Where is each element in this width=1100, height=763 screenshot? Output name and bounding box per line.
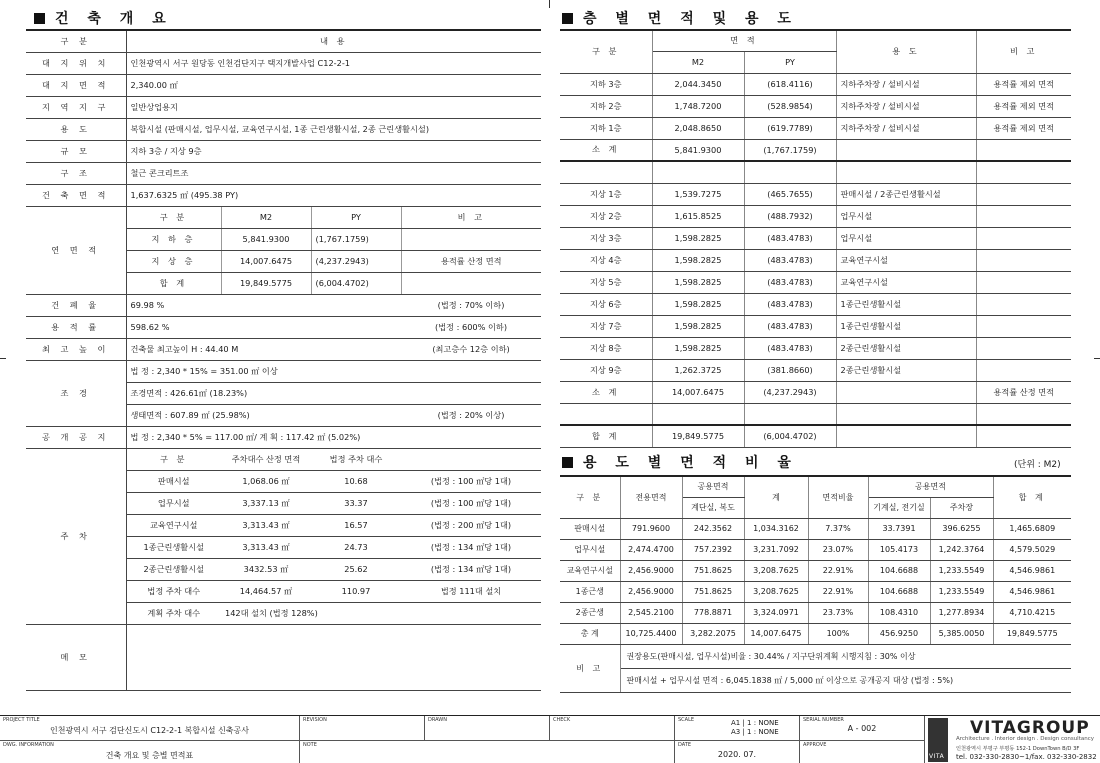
ratio-header: 주차장: [930, 497, 993, 518]
table-row: [560, 271, 1071, 293]
fa-header: 비 고: [401, 206, 541, 228]
overview-title: 건 축 개 요: [34, 8, 173, 28]
table-cell: 791.9600: [620, 518, 682, 539]
table-cell: 10,725.4400: [620, 623, 682, 644]
floor-header: PY: [744, 51, 836, 73]
table-cell: 1,598.2825: [652, 227, 744, 249]
max-height: 건축물 최고높이 H : 44.40 M: [126, 338, 401, 360]
check-cell: CHECK: [550, 716, 675, 740]
table-cell: 판매시설 / 2종근린생활시설: [836, 183, 976, 205]
table-cell: (619.7789): [744, 117, 836, 139]
row-label: 지 역 지 구: [26, 96, 126, 118]
ratio-header: 계단실, 복도: [682, 497, 744, 518]
scale-a1: A1 | 1 : NONE: [731, 719, 779, 727]
coverage-note: (법정 : 70% 이하): [401, 294, 541, 316]
project-title-cell: PROJECT TITLE 인천광역시 서구 검단신도시 C12-2-1 복합시설 신축공사: [0, 716, 300, 740]
company-logo: [928, 716, 1100, 763]
table-row: [560, 623, 1071, 644]
parking-label: 주 차: [26, 448, 126, 624]
table-row: [560, 315, 1071, 337]
floor-cell: [836, 425, 976, 447]
parking-cell: (법정 : 134 ㎡당 1대): [401, 558, 541, 580]
landscape-note: [401, 360, 541, 382]
floor-cell: 합 계: [560, 425, 652, 447]
table-cell: (483.4783): [744, 271, 836, 293]
ratio-header: 기계실, 전기실: [868, 497, 930, 518]
table-row: [560, 581, 1071, 602]
table-cell: 2,545.2100: [620, 602, 682, 623]
parking-header: 법정 주차 대수: [311, 448, 401, 470]
floor-area-ratio: 598.62 %: [126, 316, 401, 338]
table-cell: 104.6688: [868, 560, 930, 581]
floor-header: 구 분: [560, 30, 652, 73]
table-cell: 용적률 제외 면적: [976, 73, 1071, 95]
table-cell: 2,474.4700: [620, 539, 682, 560]
table-cell: (483.4783): [744, 293, 836, 315]
fa-cell: 19,849.5775: [221, 272, 311, 294]
table-row: [560, 539, 1071, 560]
floor-cell: 5,841.9300: [652, 139, 744, 161]
table-cell: 1,598.2825: [652, 337, 744, 359]
section-square-icon: [34, 13, 45, 24]
table-cell: 판매시설: [560, 518, 620, 539]
table-row: [560, 337, 1071, 359]
parking-plan-label: 계획 주차 대수: [126, 602, 221, 624]
table-cell: [976, 227, 1071, 249]
parking-cell: 법정 111대 설치: [401, 580, 541, 602]
table-row: [560, 425, 1071, 447]
fa-cell: (1,767.1759): [311, 228, 401, 250]
drawn-cell: DRAWN: [425, 716, 550, 740]
table-cell: 업무시설: [560, 539, 620, 560]
table-cell: (618.4116): [744, 73, 836, 95]
table-cell: 교육연구시설: [836, 271, 976, 293]
table-cell: 2종근생: [560, 602, 620, 623]
parking-cell: 업무시설: [126, 492, 221, 514]
floors-title: 층 별 면 적 및 용 도: [562, 8, 798, 28]
scale-cell: SCALE A1 | 1 : NONE A3 | 1 : NONE: [675, 716, 800, 740]
table-cell: (465.7655): [744, 183, 836, 205]
table-cell: 지하주차장 / 설비시설: [836, 95, 976, 117]
table-cell: 456.9250: [868, 623, 930, 644]
table-cell: [976, 315, 1071, 337]
fa-cell: 5,841.9300: [221, 228, 311, 250]
table-row: [560, 518, 1071, 539]
drawing-info: 건축 개요 및 층별 면적표: [105, 751, 194, 760]
floor-area-table: [560, 29, 1071, 448]
fa-header: M2: [221, 206, 311, 228]
table-cell: 33.7391: [868, 518, 930, 539]
table-cell: 1,233.5549: [930, 560, 993, 581]
table-cell: 업무시설: [836, 227, 976, 249]
table-cell: 업무시설: [836, 205, 976, 227]
table-cell: 3,208.7625: [744, 581, 808, 602]
row-label: 용 도: [26, 118, 126, 140]
parking-cell: 16.57: [311, 514, 401, 536]
table-cell: 2종근린생활시설: [836, 359, 976, 381]
table-cell: 지상 4층: [560, 249, 652, 271]
table-cell: 1종근린생활시설: [836, 315, 976, 337]
table-cell: 총 계: [560, 623, 620, 644]
table-cell: 1,034.3162: [744, 518, 808, 539]
table-cell: 105.4173: [868, 539, 930, 560]
ratio-header: 계: [744, 476, 808, 518]
table-cell: 4,546.9861: [993, 560, 1071, 581]
landscape-note: (법정 : 20% 이상): [401, 404, 541, 426]
scale-a3: A3 | 1 : NONE: [731, 728, 779, 736]
fa-cell: 합 계: [126, 272, 221, 294]
center-tick-right: [1094, 358, 1100, 359]
parking-cell: 교육연구시설: [126, 514, 221, 536]
table-cell: 1,539.7275: [652, 183, 744, 205]
site-area: 2,340.00 ㎡: [126, 74, 541, 96]
table-cell: 지상 9층: [560, 359, 652, 381]
parking-header: 주차대수 산정 면적: [221, 448, 311, 470]
ratio-header: 공용면적: [868, 476, 993, 497]
parking-cell: 3,337.13 ㎡: [221, 492, 311, 514]
table-cell: 1종근생: [560, 581, 620, 602]
table-cell: 지상 1층: [560, 183, 652, 205]
note-cell: NOTE: [300, 740, 675, 763]
table-cell: 751.8625: [682, 560, 744, 581]
parking-cell: (법정 : 134 ㎡당 1대): [401, 536, 541, 558]
row-label: 용 적 률: [26, 316, 126, 338]
table-row: [560, 293, 1071, 315]
row-label: 건 축 면 적: [26, 184, 126, 206]
table-cell: 지상 2층: [560, 205, 652, 227]
table-cell: 1,598.2825: [652, 271, 744, 293]
parking-cell: 2종근린생활시설: [126, 558, 221, 580]
table-cell: 242.3562: [682, 518, 744, 539]
fa-cell: 용적률 산정 면적: [401, 250, 541, 272]
scale: 지하 3층 / 지상 9층: [126, 140, 541, 162]
ratio-note: 판매시설 + 업무시설 면적 : 6,045.1838 ㎡ / 5,000 ㎡ 이상으로 공개공지 대상 (법정 : 5%): [620, 668, 1071, 692]
parking-plan-value: 142대 설치 (법정 128%): [221, 602, 541, 624]
landscape-area: 조경면적 : 426.61㎡ (18.23%): [126, 382, 401, 404]
table-row: [560, 183, 1071, 205]
fa-cell: (4,237.2943): [311, 250, 401, 272]
parking-cell: 3,313.43 ㎡: [221, 536, 311, 558]
floor-cell: 소 계: [560, 381, 652, 403]
ratio-header: 면적비율: [808, 476, 868, 518]
table-cell: 1,242.3764: [930, 539, 993, 560]
table-cell: 지하 1층: [560, 117, 652, 139]
logo-mark-icon: VITA: [928, 718, 948, 762]
table-cell: 지상 6층: [560, 293, 652, 315]
table-cell: 1,233.5549: [930, 581, 993, 602]
far-note: (법정 : 600% 이하): [401, 316, 541, 338]
revision-cell: REVISION: [300, 716, 425, 740]
table-cell: [976, 337, 1071, 359]
floor-cell: 소 계: [560, 139, 652, 161]
table-cell: 396.6255: [930, 518, 993, 539]
table-row: [560, 381, 1071, 403]
floor-area-label: 연 면 적: [26, 206, 126, 294]
parking-cell: 판매시설: [126, 470, 221, 492]
table-row: [560, 73, 1071, 95]
table-cell: 104.6688: [868, 581, 930, 602]
parking-header: [401, 448, 541, 470]
table-cell: 7.37%: [808, 518, 868, 539]
ratio-note: 권장용도(판매시설, 업무시설)비율 : 30.44% / 지구단위계획 시행지침 : 30% 이상: [620, 644, 1071, 668]
floor-header: 면 적: [652, 30, 836, 51]
height-note: (최고층수 12층 이하): [401, 338, 541, 360]
landscape-note: [401, 382, 541, 404]
ratio-header: 전용면적: [620, 476, 682, 518]
floor-cell: 용적률 산정 면적: [976, 381, 1071, 403]
floor-cell: [976, 139, 1071, 161]
section-square-icon: [562, 457, 573, 468]
table-cell: (483.4783): [744, 337, 836, 359]
coverage-ratio: 69.98 %: [126, 294, 401, 316]
floor-cell: 14,007.6475: [652, 381, 744, 403]
table-cell: 1,615.8525: [652, 205, 744, 227]
floor-cell: (4,237.2943): [744, 381, 836, 403]
floor-cell: 19,849.5775: [652, 425, 744, 447]
structure: 철근 콘크리트조: [126, 162, 541, 184]
row-label: 조 경: [26, 360, 126, 426]
company-address: 인천광역시 부평구 부평동 152-1 DownTown B/D 3F: [956, 746, 1080, 752]
floor-cell: (1,767.1759): [744, 139, 836, 161]
table-cell: 지하주차장 / 설비시설: [836, 73, 976, 95]
table-cell: (488.7932): [744, 205, 836, 227]
fa-header: 구 분: [126, 206, 221, 228]
table-cell: 1,277.8934: [930, 602, 993, 623]
table-row: [560, 95, 1071, 117]
table-cell: 108.4310: [868, 602, 930, 623]
table-cell: [976, 183, 1071, 205]
table-cell: 2,456.9000: [620, 560, 682, 581]
table-cell: 22.91%: [808, 560, 868, 581]
overview-table: [26, 29, 541, 691]
row-label: 대 지 면 적: [26, 74, 126, 96]
table-cell: [976, 293, 1071, 315]
table-cell: 1,598.2825: [652, 315, 744, 337]
project-title: 인천광역시 서구 검단신도시 C12-2-1 복합시설 신축공사: [50, 726, 249, 735]
table-cell: 2,048.8650: [652, 117, 744, 139]
table-cell: 지하 3층: [560, 73, 652, 95]
floor-cell: (6,004.4702): [744, 425, 836, 447]
fa-header: PY: [311, 206, 401, 228]
table-cell: 23.07%: [808, 539, 868, 560]
serial-number: A - 002: [847, 724, 877, 733]
fa-cell: 지 하 층: [126, 228, 221, 250]
table-cell: 지하주차장 / 설비시설: [836, 117, 976, 139]
table-cell: [976, 271, 1071, 293]
table-row: [560, 117, 1071, 139]
floor-header: 용 도: [836, 30, 976, 73]
ratio-header: 구 분: [560, 476, 620, 518]
floor-header: M2: [652, 51, 744, 73]
table-row: [560, 602, 1071, 623]
table-row: [560, 139, 1071, 161]
parking-cell: (법정 : 100 ㎡당 1대): [401, 470, 541, 492]
floor-cell: [836, 381, 976, 403]
overview-header-label: 구 분: [26, 30, 126, 52]
table-cell: (483.4783): [744, 315, 836, 337]
center-tick-top: [549, 0, 550, 8]
table-cell: 용적률 제외 면적: [976, 117, 1071, 139]
table-cell: 3,208.7625: [744, 560, 808, 581]
floor-cell: [836, 139, 976, 161]
table-cell: [976, 205, 1071, 227]
ratio-unit: (단위 : M2): [1014, 460, 1061, 470]
row-label: 구 조: [26, 162, 126, 184]
table-cell: 교육연구시설: [836, 249, 976, 271]
table-cell: 지상 5층: [560, 271, 652, 293]
table-cell: 14,007.6475: [744, 623, 808, 644]
table-cell: 1,262.3725: [652, 359, 744, 381]
table-cell: 22.91%: [808, 581, 868, 602]
table-cell: 지상 3층: [560, 227, 652, 249]
parking-cell: 14,464.57 ㎡: [221, 580, 311, 602]
section-square-icon: [562, 13, 573, 24]
table-cell: 100%: [808, 623, 868, 644]
table-cell: (483.4783): [744, 227, 836, 249]
eco-area: 생태면적 : 607.89 ㎡ (25.98%): [126, 404, 401, 426]
table-cell: (483.4783): [744, 249, 836, 271]
table-cell: [976, 359, 1071, 381]
parking-cell: (법정 : 200 ㎡당 1대): [401, 514, 541, 536]
table-cell: 751.8625: [682, 581, 744, 602]
table-row: [560, 227, 1071, 249]
parking-cell: 24.73: [311, 536, 401, 558]
row-label: 최 고 높 이: [26, 338, 126, 360]
table-row: [560, 359, 1071, 381]
parking-cell: 법정 주차 대수: [126, 580, 221, 602]
dwg-info-cell: DWG. INFORMATION 건축 개요 및 층별 면적표: [0, 740, 300, 763]
building-use: 복합시설 (판매시설, 업무시설, 교육연구시설, 1종 근린생활시설, 2종 근린생활시설): [126, 118, 541, 140]
date-value: 2020. 07.: [717, 750, 757, 759]
table-cell: 지상 7층: [560, 315, 652, 337]
company-name: VITAGROUP: [970, 718, 1090, 738]
table-cell: 1,465.6809: [993, 518, 1071, 539]
table-cell: (528.9854): [744, 95, 836, 117]
parking-cell: 25.62: [311, 558, 401, 580]
parking-header: 구 분: [126, 448, 221, 470]
table-cell: (381.8660): [744, 359, 836, 381]
row-label: 규 모: [26, 140, 126, 162]
ratio-header: 공용면적: [682, 476, 744, 497]
floor-cell: [976, 425, 1071, 447]
memo-label: 메 모: [26, 624, 126, 690]
table-row: [560, 249, 1071, 271]
table-cell: 4,579.5029: [993, 539, 1071, 560]
ratio-header: 합 계: [993, 476, 1071, 518]
parking-cell: 3,313.43 ㎡: [221, 514, 311, 536]
table-cell: 2,456.9000: [620, 581, 682, 602]
fa-cell: 14,007.6475: [221, 250, 311, 272]
fa-cell: [401, 228, 541, 250]
table-cell: 지하 2층: [560, 95, 652, 117]
table-cell: 778.8871: [682, 602, 744, 623]
parking-cell: 3432.53 ㎡: [221, 558, 311, 580]
row-label: 대 지 위 치: [26, 52, 126, 74]
fa-cell: (6,004.4702): [311, 272, 401, 294]
table-cell: 4,546.9861: [993, 581, 1071, 602]
memo-value: [126, 624, 541, 690]
fa-cell: [401, 272, 541, 294]
company-tel: tel. 032-330-2830~1/fax. 032-330-2832: [956, 753, 1097, 761]
row-label: 건 폐 율: [26, 294, 126, 316]
parking-cell: 1,068.06 ㎡: [221, 470, 311, 492]
landscape-legal: 법 정 : 2,340 * 15% = 351.00 ㎡ 이상: [126, 360, 401, 382]
site-location: 인천광역시 서구 원당동 인천검단지구 택지개발사업 C12-2-1: [126, 52, 541, 74]
overview-header-content: 내 용: [126, 30, 541, 52]
table-cell: 1,598.2825: [652, 249, 744, 271]
table-cell: 용적률 제외 면적: [976, 95, 1071, 117]
approve-cell: APPROVE: [800, 740, 925, 763]
parking-cell: 110.97: [311, 580, 401, 602]
table-row: [560, 560, 1071, 581]
use-ratio-table: [560, 475, 1071, 693]
table-cell: 4,710.4215: [993, 602, 1071, 623]
table-cell: 757.2392: [682, 539, 744, 560]
table-cell: [976, 249, 1071, 271]
building-area: 1,637.6325 ㎡ (495.38 PY): [126, 184, 541, 206]
open-space: 법 정 : 2,340 * 5% = 117.00 ㎡/ 계 획 : 117.42 ㎡ (5.02%): [126, 426, 541, 448]
parking-cell: 33.37: [311, 492, 401, 514]
table-cell: 3,282.2075: [682, 623, 744, 644]
company-tagline: Architecture . Interior design . Design consultancy: [956, 736, 1095, 742]
ratio-title: 용 도 별 면 적 비 율: [562, 452, 798, 472]
table-cell: 3,324.0971: [744, 602, 808, 623]
ratio-note-label: 비 고: [560, 644, 620, 692]
serial-cell: SERIAL NUMBER A - 002: [800, 716, 925, 740]
date-cell: DATE 2020. 07.: [675, 740, 800, 763]
table-cell: 3,231.7092: [744, 539, 808, 560]
table-cell: 1종근린생활시설: [836, 293, 976, 315]
parking-cell: 10.68: [311, 470, 401, 492]
floor-header: 비 고: [976, 30, 1071, 73]
table-cell: 1,598.2825: [652, 293, 744, 315]
zoning: 일반상업용지: [126, 96, 541, 118]
table-cell: 2종근린생활시설: [836, 337, 976, 359]
table-row: [560, 205, 1071, 227]
table-cell: 23.73%: [808, 602, 868, 623]
table-cell: 5,385.0050: [930, 623, 993, 644]
fa-cell: 지 상 층: [126, 250, 221, 272]
parking-cell: 1종근린생활시설: [126, 536, 221, 558]
row-label: 공 개 공 지: [26, 426, 126, 448]
table-cell: 19,849.5775: [993, 623, 1071, 644]
table-cell: 교육연구시설: [560, 560, 620, 581]
center-tick-left: [0, 358, 6, 359]
table-cell: 1,748.7200: [652, 95, 744, 117]
table-cell: 지상 8층: [560, 337, 652, 359]
table-cell: 2,044.3450: [652, 73, 744, 95]
parking-cell: (법정 : 100 ㎡당 1대): [401, 492, 541, 514]
